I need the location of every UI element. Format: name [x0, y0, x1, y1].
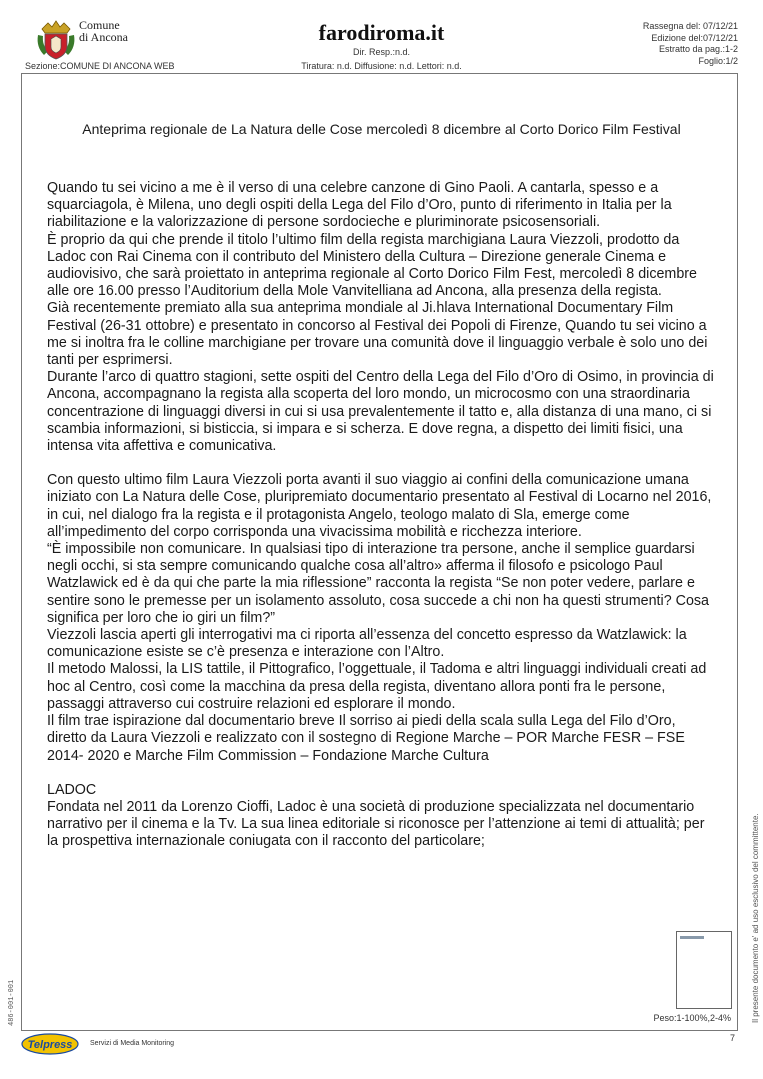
page-thumbnail [676, 931, 732, 1009]
comune-line-2: di Ancona [79, 30, 128, 44]
section-heading: LADOC [47, 781, 97, 798]
paragraph: Fondata nel 2011 da Lorenzo Cioffi, Ladoc è una società di produzione specializzata nel documentario narrativo per il cinema e la Tv. La sua linea editoriale si riconosce per l’attenzione ai temi di attualità; per la prospettiva internazionale coniugata con il racconto del particolare; [47, 798, 705, 850]
paragraph-gap [47, 765, 715, 782]
peso-label: Peso:1-100%,2-4% [653, 1013, 731, 1023]
document-code: 486-001-001 [8, 979, 16, 1026]
paragraph: Durante l’arco di quattro stagioni, sette ospiti del Centro della Lega del Filo d’Oro di Osimo, in provincia di Ancona, accompagnano la regista alla scoperta del loro mondo, un microcosmo con una straordinaria concentrazione di linguaggi diversi in cui si usa prevalentemente il tatto e, alla distanza di una mano, ci si scambia informazioni, si bisticcia, si impara e si scherza. E dove regna, a dispetto dei limiti fisici, una intensa vita affettiva e comunicativa. [47, 369, 714, 455]
paragraph-gap [47, 455, 715, 472]
edizione-date: Edizione del:07/12/21 [651, 32, 738, 43]
paragraph: Il metodo Malossi, la LIS tattile, il Pittografico, l’oggettuale, il Tadoma e altri linguaggi individuali creati ad hoc al Centro, così come la macchina da presa della regista, diventano allora ponti fra le persone, passaggi attraverso cui costruire relazioni ed esplorare il mondo. [47, 661, 707, 712]
footer-service-label: Servizi di Media Monitoring [90, 1040, 175, 1047]
circulation-stats: Tiratura: n.d. Diffusione: n.d. Lettori: n.d. [301, 61, 462, 71]
paragraph: È proprio da qui che prende il titolo l’ultimo film della regista marchigiana Laura Viezzoli, prodotto da Ladoc con Rai Cinema con il contributo del Ministero della Cultura – Direzione generale Cinema e audiovisivo, che sarà proiettato in anteprima regionale al Corto Dorico Film Fest, mercoledì 8 dicembre alle ore 16.00 presso l’Auditorium della Mole Vanvitelliana ad Ancona, alla presenza della regista. [47, 231, 698, 300]
estratto-pages: Estratto da pag.:1-2 [658, 44, 738, 54]
thumbnail-highlight [680, 936, 704, 939]
rassegna-date: Rassegna del: 07/12/21 [642, 21, 738, 31]
telpress-logo [21, 1033, 79, 1055]
telpress-wordmark: Telpress [27, 1039, 73, 1051]
paragraph: Quando tu sei vicino a me è il verso di una celebre canzone di Gino Paoli. A cantarla, spesso e a squarciagola, è Milena, uno degli ospiti della Lega del Filo d’Oro, punto di riferimento in Italia per la riabilitazione e la valorizzazione di persone sordocieche e pluriminorate psicosensoriali. [47, 180, 672, 231]
paragraph: Con questo ultimo film Laura Viezzoli porta avanti il suo viaggio ai confini della comunicazione umana iniziato con La Natura delle Cose, pluripremiato documentario presentato al Festival di Locarno nel 2016, in cui, nel dialogo fra la regista e il protagonista Angelo, teologo malato di Sla, emerge come all’impedimento del corpo corrisponda una vivacissima mobilità e ricchezza interiore. [47, 472, 712, 540]
section-label: Sezione:COMUNE DI ANCONA WEB [25, 61, 175, 71]
foglio-count: Foglio:1/2 [698, 55, 738, 66]
header-meta [643, 21, 738, 67]
source-title: farodiroma.it [318, 20, 445, 45]
paragraph: “È impossibile non comunicare. In qualsiasi tipo di interazione tra persone, anche il semplice guardarsi negli occhi, si sta sempre comunicando qualche cosa all’altro» afferma il filosofo e psicologo Paul Watzlawick ed è da qui che parte la mia riflessione” racconta la regista “Se non poter vedere, parlare e sentire sono le premesse per un isolamento assoluto, cosa succede a chi non ha questi strumenti? Cosa significa per loro che io giri un film?” [47, 541, 709, 626]
paragraph: Il film trae ispirazione dal documentario breve Il sorriso ai piedi della scala sulla Lega del Filo d’Oro, diretto da Laura Viezzoli e realizzato con il sostegno di Regione Marche – POR Marche FESR – FSE 2014- 2020 e Marche Film Commission – Fondazione Marche Cultura [47, 713, 685, 764]
page-number: 7 [729, 1033, 735, 1043]
paragraph: Già recentemente premiato alla sua anteprima mondiale al Ji.hlava International Documentary Film Festival (26-31 ottobre) e presentato in concorso al Festival dei Popoli di Firenze, Quando tu sei vicino a me si inoltra fra le colline marchigiane per trovare una comunità dove il linguaggio verbale è solo uno dei tanti per esprimersi. [47, 300, 708, 369]
article-body [47, 180, 715, 851]
director-resp: Dir. Resp.:n.d. [352, 47, 411, 57]
article-title: Anteprima regionale de La Natura delle Cose mercoledì 8 dicembre al Corto Dorico Film Festival [82, 121, 681, 137]
comune-line-1: Comune [79, 18, 120, 32]
disclaimer-text: Il presente documento e' ad uso esclusivo del committente. [751, 813, 760, 1023]
paragraph: Viezzoli lascia aperti gli interrogativi ma ci riporta all’essenza del concetto espresso da Watzlawick: la comunicazione esiste se c’è presenza e interazione con l’Altro. [47, 627, 687, 661]
